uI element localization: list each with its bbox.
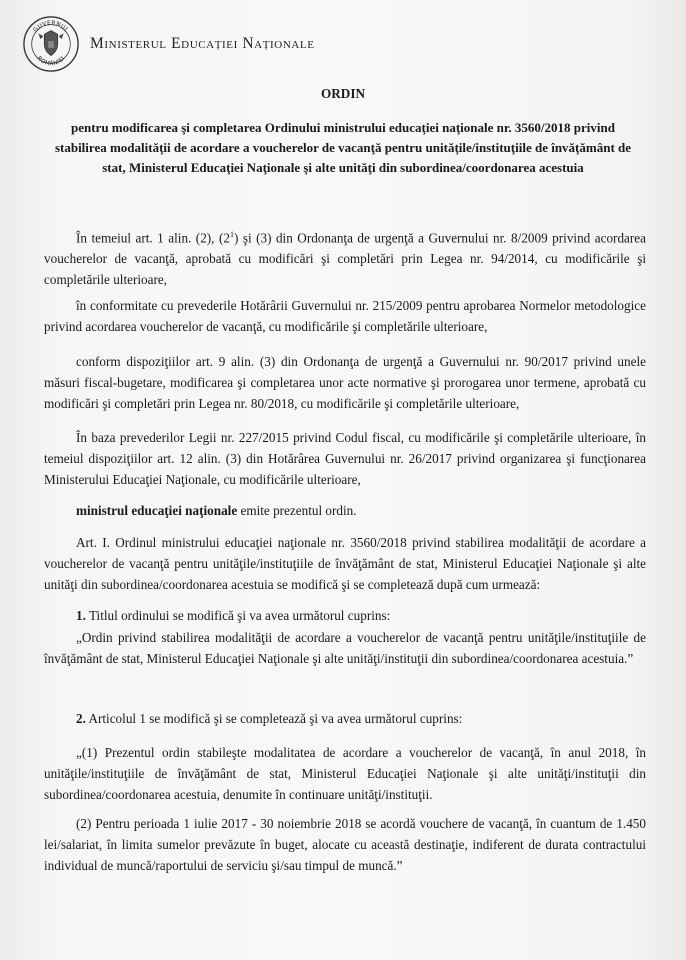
paragraph-article-1: Art. I. Ordinul ministrului educaţiei naţionale nr. 3560/2018 privind stabilirea modalităţii de acordare a voucherelor de vacanţă pentru unităţile/instituţiile de învăţământ de stat, Ministerul Educaţiei Naţionale şi alte unităţi din subordinea/coordonarea acestuia se modifică şi se completează după cum urmează: [44, 535, 646, 592]
paragraph-point-2 [44, 708, 646, 729]
paragraph-text: Titlul ordinului se modifică şi va avea următorul cuprins: [85, 608, 391, 623]
issuer-bold: ministrul educaţiei naţionale [76, 503, 238, 518]
paragraph-issuer [44, 500, 646, 521]
paragraph-legal-basis-1 [44, 224, 646, 290]
paragraph-point-1 [44, 605, 646, 626]
document-header [22, 14, 315, 74]
government-crest-icon [22, 15, 80, 73]
paragraph-legal-basis-4: În baza prevederilor Legii nr. 227/2015 privind Codul fiscal, cu modificările şi completările ulterioare, în temeiul dispoziţiilor art. 12 alin. (3) din Hotărârea Guvernului nr. 26/2017 privind organizarea şi funcţionarea Ministerului Educaţiei Naţionale, cu modificările ulterioare, [44, 430, 646, 487]
paragraph-new-title: „Ordin privind stabilirea modalităţii de acordare a voucherelor de vacanţă pentru unităţile/instituţiile de învăţământ de stat, Ministerul Educaţiei Naţionale şi alte unităţi/instituţii din subordinea/coordonarea acestuia.” [44, 630, 646, 666]
svg-text:ROMÂNIEI: ROMÂNIEI [35, 55, 67, 68]
paragraph-article-1-alin-1: „(1) Prezentul ordin stabileşte modalitatea de acordare a voucherelor de vacanţă, în anul 2018, în unităţile/instituţiile de învăţământ de stat, Ministerul Educaţiei Naţionale şi alte unităţi/instituţii din subordinea/coordonarea acestuia, denumite în continuare unităţi/instituţii. [44, 745, 646, 802]
paragraph-text: emite prezentul ordin. [237, 503, 357, 518]
paragraph-article-1-alin-2: (2) Pentru perioada 1 iulie 2017 - 30 noiembrie 2018 se acordă vouchere de vacanţă, în cuantum de 1.450 lei/salariat, în limita sumelor prevăzute în buget, alocate cu această destinaţie, indiferent de durata contractului individual de muncă/raportului de serviciu şi/sau timpul de muncă.” [44, 816, 646, 873]
paragraph-text: În temeiul art. 1 alin. (2), (2 [76, 230, 230, 246]
ministry-name: Ministerul Educației Naționale [90, 35, 315, 52]
document-subtitle: pentru modificarea şi completarea Ordinului ministrului educaţiei naţionale nr. 3560/2018 privind stabilirea modalităţii de acordare a voucherelor de vacanţă pentru unităţile/instituţiile de învăţământ de stat, Ministerul Educaţiei Naţionale şi alte unităţi din subordinea/coordonarea acestuia [54, 120, 632, 175]
paragraph-text: Articolul 1 se modifică şi se completează şi va avea următorul cuprins: [85, 711, 463, 726]
superscript: 1 [229, 230, 234, 239]
document-title: ORDIN [321, 86, 365, 101]
point-number: 2. [76, 711, 86, 726]
paragraph-text: ) şi (3) din Ordonanţa de urgenţă a Guvernului nr. 8/2009 privind acordarea voucherelor de vacanţă, aprobată cu modificări şi completări prin Legea nr. 94/2014, cu modificările şi completările ulterioare, [44, 230, 646, 288]
paragraph-legal-basis-2: în conformitate cu prevederile Hotărârii Guvernului nr. 215/2009 pentru aprobarea Normelor metodologice privind acordarea voucherelor de vacanţă, cu modificările şi completările ulterioare, [44, 298, 646, 334]
paragraph-legal-basis-3: conform dispoziţiilor art. 9 alin. (3) din Ordonanţa de urgenţă a Guvernului nr. 90/2017 privind unele măsuri fiscal-bugetare, modificarea şi completarea unor acte normative şi prorogarea unor termene, aprobată cu modificări şi completări prin Legea nr. 80/2018, cu modificările şi completările ulterioare, [44, 354, 646, 411]
point-number: 1. [76, 608, 86, 623]
svg-text:GUVERNUL: GUVERNUL [32, 20, 70, 34]
